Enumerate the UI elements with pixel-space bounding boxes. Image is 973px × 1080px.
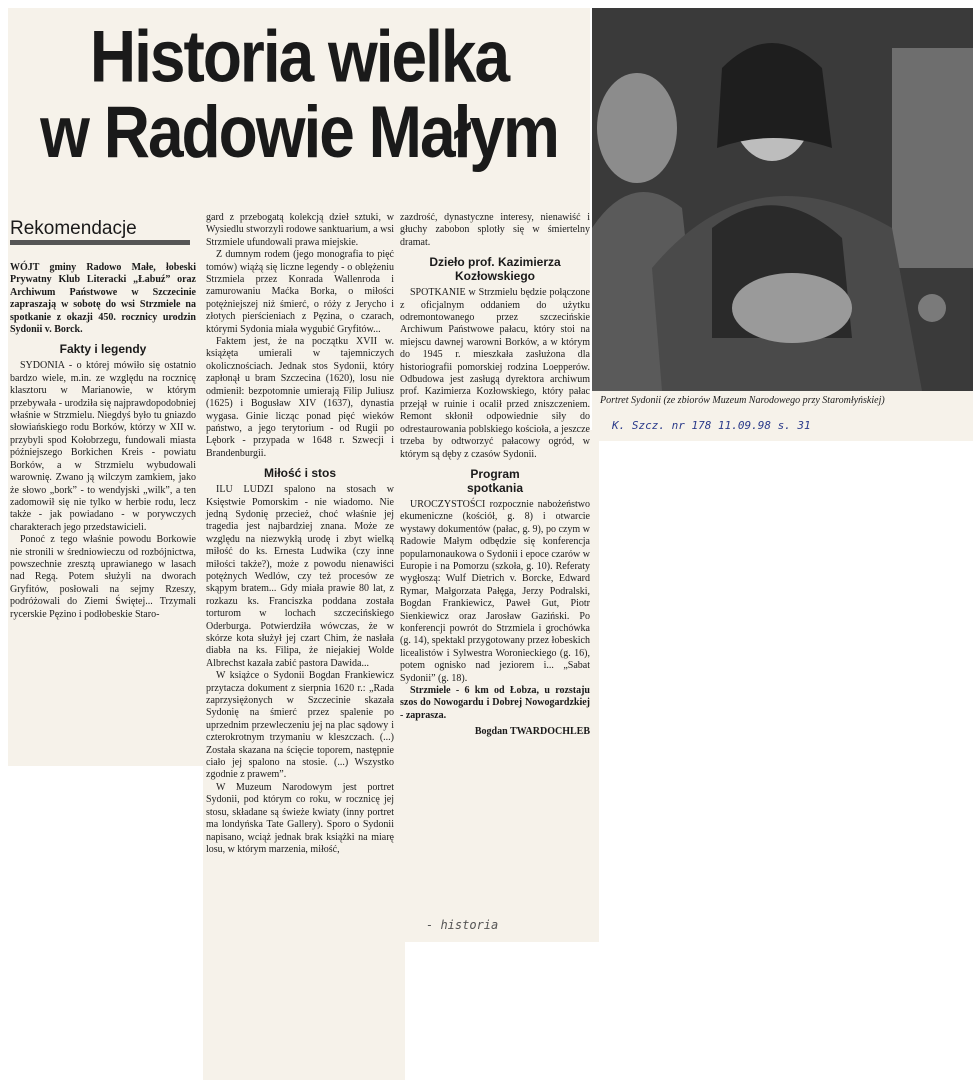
paragraph: SPOTKANIE w Strzmielu będzie połączone z oficjalnym oddaniem do użytku odremontowanego przez szczecińskie Archiwum Państwowe pałacu, który stoi na miejscu dawnej warowni Borków, a w którym do 1945 r. mieszkała zasłużona dla historiografii pomorskiej rodzina Loepperów. Odbudowa jest zasługą dyrektora archiwum prof. Kazimierza Kozłowskiego, który pałac przejął w ruinie i ocalił przed zniszczeniem. Remont skłonił odpowiednie siły do odrestaurowania poblskiego kościoła, a jeszcze trzeba by odtworzyć pałacowy ogród, w którym są dęby z czasów Sydonii. [400, 287, 590, 460]
column-2 [206, 212, 394, 856]
paragraph: Strzmiele - 6 km od Łobza, u rozstaju szos do Nowogardu i Dobrej Nowogardzkiej - zaprasza. [400, 685, 590, 721]
section-label-text: Rekomendacje [10, 218, 137, 239]
page-title [14, 14, 584, 174]
paragraph: zazdrość, dynastyczne interesy, nienawiść i głuchy zabobon splotły się w śmiertelny dramat. [400, 212, 590, 248]
subheading-fakty: Fakty i legendy [59, 342, 147, 357]
paragraph: Z dumnym rodem (jego monografia to pięć tomów) wiążą się liczne legendy - o oblężeniu Strzmiela przez Konrada Wallenroda i zamurowaniu Maćka Borka, o miłości potężniejszej niż śmierć, o róży z Jerycho i złotych pierścieniach z Pęzina, o czarach, którymi Sydonia miała wygubić Gryfitów... [206, 249, 394, 335]
handwritten-source: K. Szcz. nr 178 11.09.98 s. 31 [612, 419, 811, 432]
portrait-painting-icon [592, 8, 973, 391]
column-1 [10, 262, 196, 621]
lead-paragraph: WÓJT gminy Radowo Małe, łobeski Prywatny Klub Literacki „Łabuź” oraz Archiwum Państwowe w Szczecinie zapraszają w sobotę do wsi Strzmiele na spotkanie z okazji 450. rocznicy urodzin Sydonii v. Borck. [10, 262, 196, 336]
paragraph: SYDONIA - o której mówiło się ostatnio bardzo wiele, m.in. ze względu na rocznicę klasztoru w Marianowie, w którym przebywała - urodziła się najprawdopodobniej właśnie w Strzmielu. Niegdyś było tu gniazdo słowiańskiego rodu Borków, którzy w XII w. przybyli spod Kołobrzegu, fundowali miasta późniejszego Borkichen Kreis - powiatu Borków, a w Strzmielu wybudowali warownię. Zwano ją wilczym zamkiem, jako że słowo „bork” - to wendyjski „wilk”, a ten zadomowił się nie tylko w herbie rodu, lecz także - jak powiadano - w porywczych charakterach jego przedstawicieli. [10, 360, 196, 533]
paragraph: ILU LUDZI spalono na stosach w Księstwie Pomorskim - nie wiadomo. Nie jedną Sydonię przecież, choć właśnie jej tragedia jest najbardziej znana. Może ze względu na niezwykłą urodę i zbyt wielką miłość do ks. Ernesta Ludwika (czy inne miłości także?), może z powodu nienawiści potężnych Wedlów, czy też procesów ze skąpym bratem... Gdy miała prawie 80 lat, z rozkazu ks. Franciszka poddana została torturom w lochach szczecińskiego Oderburga. Potwierdziła wówczas, że w skórze kota służył jej czart Chim, że nasłała diabła na ks. Filipa, że niejakiej Wolde Albrechst kazała zabić pastora Dawida... [206, 484, 394, 669]
photo-caption: Portret Sydonii (ze zbiorów Muzeum Narodowego przy Staromłyńskiej) [600, 395, 885, 406]
subheading-dzielo: Dzieło prof. Kazimierza Kozłowskiego [429, 255, 561, 284]
subheading-spotkania: spotkania [466, 480, 523, 495]
subheading-milosc: Miłość i stos [263, 466, 337, 481]
paragraph: UROCZYSTOŚCI rozpocznie nabożeństwo ekumeniczne (kościół, g. 8) i otwarcie wystawy dokumentów (pałac, g. 9), po czym w Radowie Małym odbędzie się konferencja popularnonaukowa o Sydonii i epoce czarów w Europie i na Pomorzu (szkoła, g. 10). Referaty wygłoszą: Wulf Dietrich v. Borcke, Edward Rymar, Małgorzata Pałęga, Jerzy Podralski, Bogdan Frankiewicz, Paweł Gut, Piotr Sienkiewicz oraz Jarosław Gaziński. Po konferencji powrót do Strzmiela i grochówka (g. 14), spektakl przygotowany przez łobeskich licealistów i Sylwestra Woronieckiego (g. 16), potem ognisko nad jeziorem i... „Sabat Sydonii” (g. 18). [400, 498, 590, 684]
paragraph: W Muzeum Narodowym jest portret Sydonii, pod którym co roku, w rocznicę jej stosu, składane są świeże kwiaty (inny portret ma londyńska Tate Gallery). Sporo o Sydonii napisano, wciąż jednak brak książki na miarę losu, w którym marzenia, miłość, [206, 781, 394, 855]
headline-line-1: Historia wielka [89, 14, 509, 98]
paragraph: W książce o Sydonii Bogdan Frankiewicz przytacza dokument z sierpnia 1620 r.: „Rada zaprzysiężonych w Szczecinie skazała Sydonię na śmierć przez spalenie po uprzednim przewleczeniu jej na plac sądowy i czterokrotnym trzymaniu w kleszczach. (...) Została skazana na ścięcie toporem, następnie ciało jej spalono na stosie. (...) Wszystko zgodnie z prawem”. [206, 670, 394, 781]
section-label [10, 218, 190, 245]
paragraph: gard z przebogatą kolekcją dzieł sztuki, w Wysiedlu stworzyli rodowe sanktuarium, a wsi Strzmiele ufundowali prawa miejskie. [206, 212, 394, 248]
subheading-program: Program [470, 466, 520, 481]
portrait-image [592, 8, 973, 391]
handwritten-tag: - historia [426, 918, 499, 932]
byline: Bogdan TWARDOCHLEB [474, 726, 590, 738]
headline-line-2: w Radowie Małym [40, 90, 558, 174]
column-3 [400, 212, 590, 739]
paragraph: Faktem jest, że na początku XVII w. książęta umierali w tajemniczych okolicznościach. Jednak stos Sydonii, który zapłonął u bram Szczecina (1620), losu nie odmienił: bezpotomnie umierają Filip Juliusz (1625) i Bogusław XIV (1637), dynastia wygasa. Ginie licząc ponad pięć wieków państwo, a jego terytorium - od Rugii po Lębork - przypada w 1648 r. Szwecji i Brandenburgii. [206, 336, 394, 459]
paragraph: Ponoć z tego właśnie powodu Borkowie nie stronili w średniowieczu od rozbójnictwa, powszechnie zresztą uprawianego w lasach nad Regą. Potem służyli na dworach Gryfitów, posłowali na sejmy Rzeszy, podróżowali do Ziemi Świętej... Trzymali rycerskie Pęzino i podłobeskie Staro- [10, 534, 196, 620]
photo-caption-area [592, 391, 973, 441]
